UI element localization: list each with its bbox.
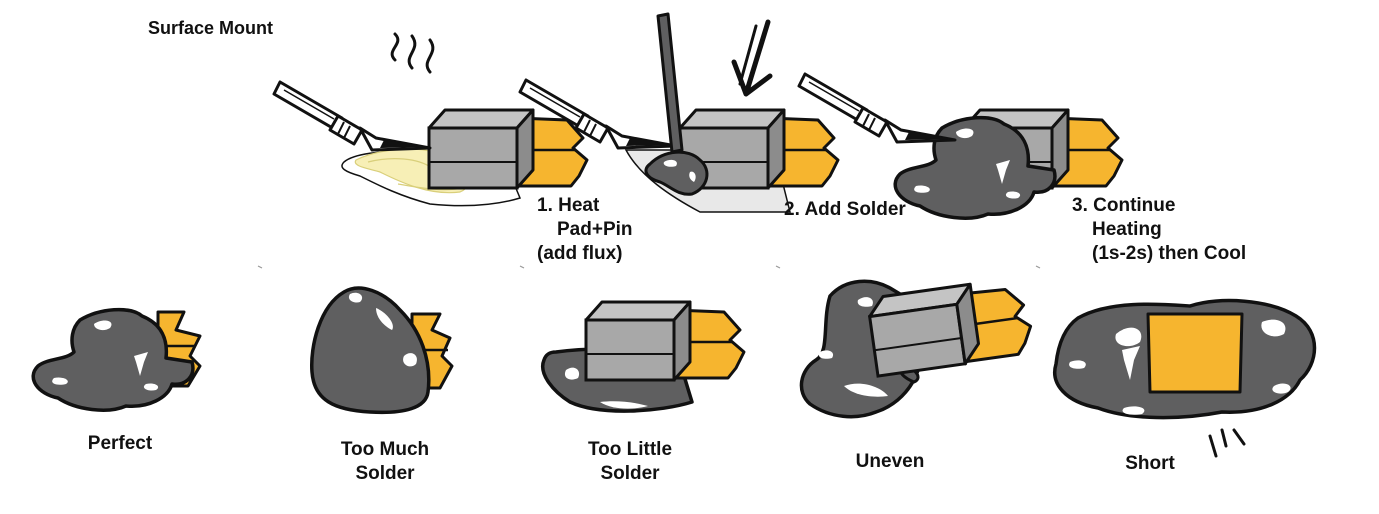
- step-2-number: 2.: [784, 199, 800, 220]
- separator-marks: [258, 266, 1040, 268]
- result-perfect-illustration: [33, 310, 200, 411]
- step-3-number: 3.: [1072, 195, 1088, 216]
- heat-wave-icon: [392, 34, 398, 60]
- step-3-line-2: Heating: [1092, 219, 1162, 240]
- result-perfect-label: [60, 432, 180, 456]
- result-perfect-line-1: Perfect: [87, 433, 153, 454]
- result-too-little-label: [565, 438, 695, 486]
- result-too-much-line-1: Too Much: [340, 439, 430, 460]
- step-3-line-1: Continue: [1093, 195, 1176, 216]
- result-short-illustration: [1055, 301, 1315, 456]
- step-1-illustration: [274, 34, 587, 206]
- step-1-label: [537, 194, 633, 266]
- solder-wire: [658, 14, 682, 152]
- spark-icon: [1210, 430, 1244, 456]
- step-3-label: [1072, 194, 1246, 266]
- result-uneven-illustration: [801, 277, 1034, 417]
- step-1-line-2: Pad+Pin: [557, 219, 633, 240]
- result-uneven-label: [830, 450, 950, 474]
- step-1-line-1: Heat: [558, 195, 600, 216]
- step-1-line-3: (add flux): [537, 243, 623, 264]
- page-title: Surface Mount: [148, 18, 274, 38]
- result-short-label: [1100, 452, 1200, 476]
- result-short-line-1: Short: [1125, 453, 1175, 474]
- step-2-line-1: Add Solder: [804, 199, 906, 220]
- result-too-little-line-1: Too Little: [587, 439, 673, 460]
- result-too-much-illustration: [312, 288, 452, 412]
- step-1-number: 1.: [537, 195, 553, 216]
- step-3-line-3: (1s-2s) then Cool: [1092, 243, 1247, 264]
- result-too-little-line-2: Solder: [600, 463, 660, 484]
- result-uneven-line-1: Uneven: [855, 451, 925, 472]
- result-too-little-illustration: [543, 302, 744, 411]
- result-too-much-label: [320, 438, 450, 486]
- step-2-label: [784, 198, 906, 222]
- result-too-much-line-2: Solder: [355, 463, 415, 484]
